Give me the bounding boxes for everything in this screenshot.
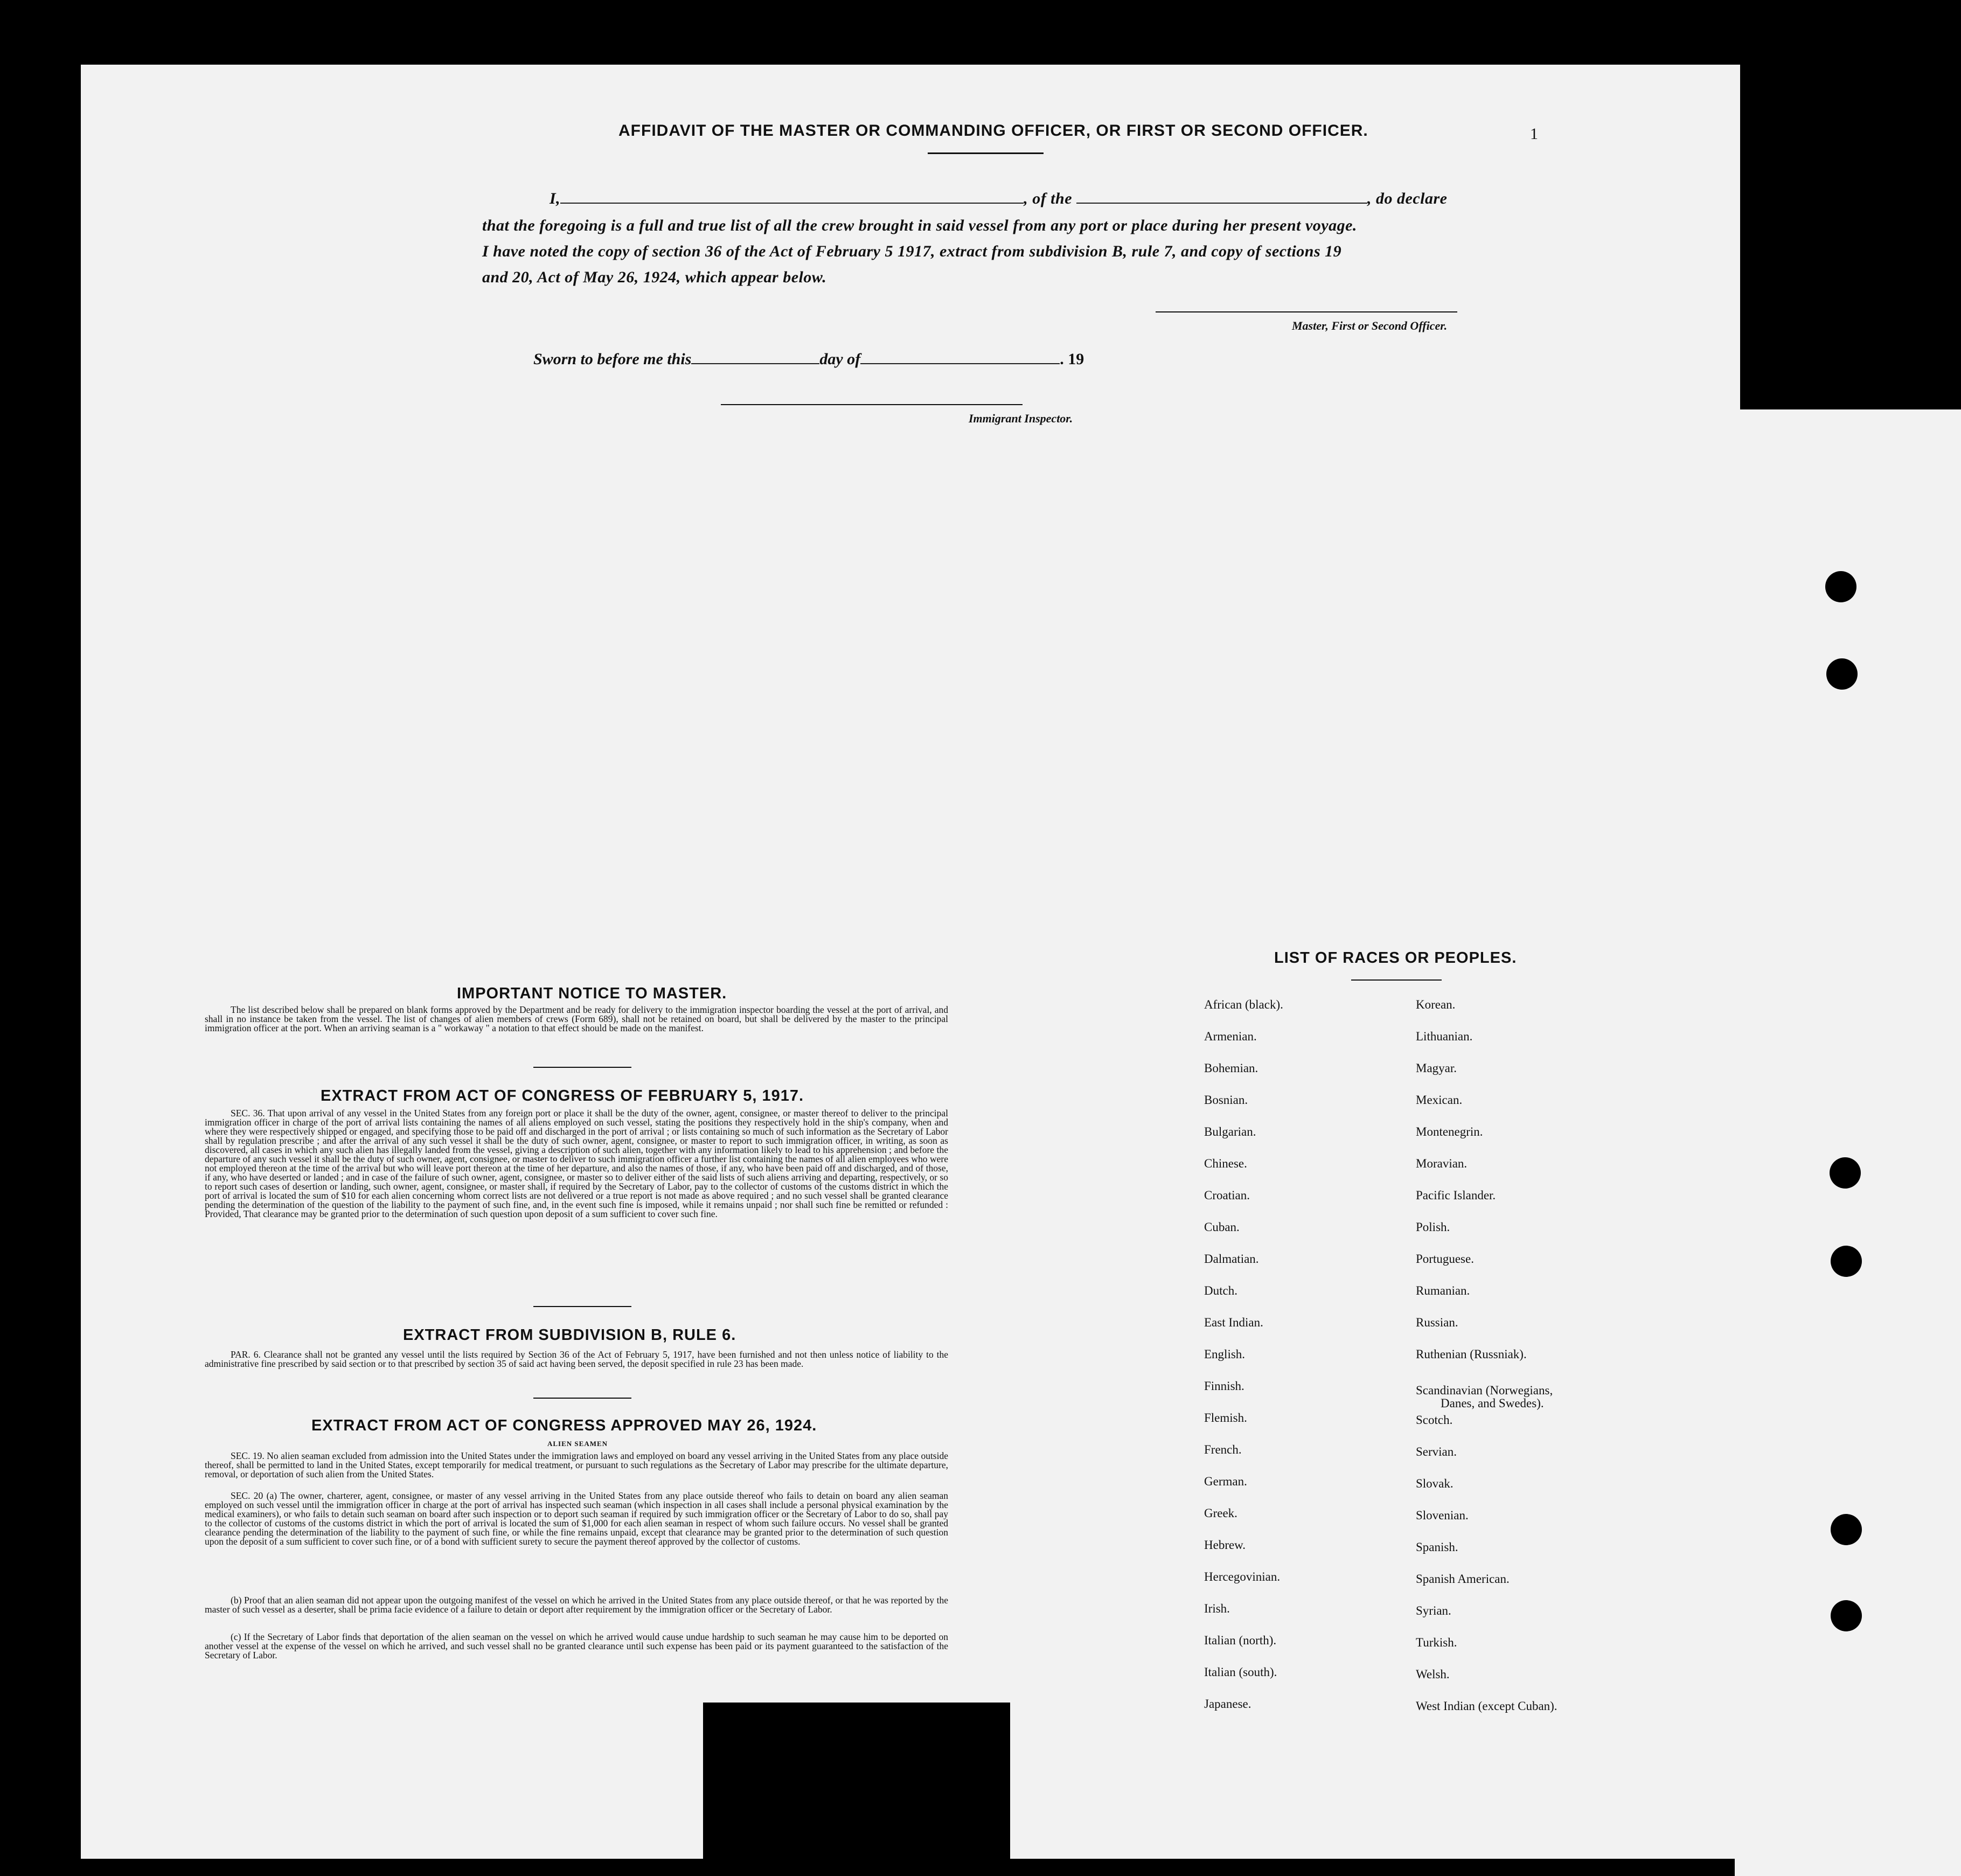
extract-1924-subtitle: ALIEN SEAMEN xyxy=(547,1440,608,1448)
race-item: Italian (north). xyxy=(1204,1634,1277,1647)
day-blank[interactable] xyxy=(691,363,819,364)
race-item: Greek. xyxy=(1204,1506,1237,1520)
inspector-label: Immigrant Inspector. xyxy=(969,412,1073,425)
notice-title: IMPORTANT NOTICE TO MASTER. xyxy=(457,985,727,1002)
notice-body: The list described below shall be prepared on blank forms approved by the Department and be ready for delivery to the immigration inspector boarding the vessel at the port of arrival, and shall in no instance be taken from the vessel. The list of changes of alien members of crews (Form 689), shall not be retained on board, but shall be delivered by the master to the principal immigration officer at the port. When an arriving seaman is a " workaway " a notation to that effect should be made on the manifest. xyxy=(205,1004,948,1033)
punch-hole xyxy=(1831,1514,1862,1545)
section-divider xyxy=(533,1067,631,1068)
inspector-signature-line[interactable] xyxy=(721,404,1023,405)
race-item: Bulgarian. xyxy=(1204,1125,1256,1138)
race-item: Spanish. xyxy=(1416,1540,1458,1554)
affidavit-title: AFFIDAVIT OF THE MASTER OR COMMANDING OFFICER, OR FIRST OR SECOND OFFICER. xyxy=(618,122,1368,140)
rule6-title: EXTRACT FROM SUBDIVISION B, RULE 6. xyxy=(403,1326,736,1344)
race-item: Servian. xyxy=(1416,1445,1457,1458)
race-item: Lithuanian. xyxy=(1416,1030,1473,1043)
affidavit-line-3: I have noted the copy of section 36 of the Act of February 5 1917, extract from subdivision B, rule 7, and copy of sections 19 xyxy=(482,242,1342,260)
race-item: Cuban. xyxy=(1204,1220,1240,1234)
race-item: Bohemian. xyxy=(1204,1061,1258,1075)
race-item: Scandinavian (Norwegians, xyxy=(1416,1384,1553,1397)
affidavit-line-4: and 20, Act of May 26, 1924, which appear below. xyxy=(482,268,827,286)
race-item: African (black). xyxy=(1204,998,1283,1011)
affidavit-of-the: , of the xyxy=(1024,190,1073,207)
race-item: Polish. xyxy=(1416,1220,1450,1234)
race-item: Mexican. xyxy=(1416,1093,1463,1107)
binding-stub xyxy=(703,1703,1010,1876)
rule6-body: PAR. 6. Clearance shall not be granted any vessel until the lists required by Section 36 of the Act of February 5, 1917, have been furnished and not then unless notice of liability to the administrative fine prescribed by said section or to that prescribed by section 35 of said act having been served, the deposit specified in rule 23 has been made. xyxy=(205,1349,948,1369)
race-item: Japanese. xyxy=(1204,1697,1251,1711)
race-item: Moravian. xyxy=(1416,1157,1468,1170)
affidavit-do-declare: , do declare xyxy=(1367,190,1448,207)
master-signature-line[interactable] xyxy=(1156,311,1457,312)
race-item: English. xyxy=(1204,1347,1246,1361)
document-page-edge xyxy=(1735,409,1961,1876)
sec20a-body: SEC. 20 (a) The owner, charterer, agent, consignee, or master of any vessel arriving in the United States from any place outside thereof who fails to detain on board any alien seaman employed on such vessel until the immigration officer in charge at the port of arrival has inspected such seaman (which inspection in all cases shall include a personal physical examination by the medical examiners), or who fails to detain such seaman on board after such inspection or to deport such seaman if required by such immigration officer or the Secretary of Labor to do so, shall pay to the collector of customs of the customs district in which the port of arrival is located the sum of $1,000 for each alien seaman in respect of whom such failure occurs. No vessel shall be granted clearance pending the determination of the liability to the payment of such fine, or while the fine remains unpaid, except that clearance may be granted prior to the determination of such question upon the deposit of a sum sufficient to cover such fine, or of a bond with sufficient surety to secure the payment thereof approved by the collector of customs. xyxy=(205,1490,948,1547)
race-item: Irish. xyxy=(1204,1602,1230,1615)
affidavit-i: I, xyxy=(550,190,561,207)
affidavit-line-1 xyxy=(550,190,1447,208)
race-item: German. xyxy=(1204,1475,1247,1488)
master-label: Master, First or Second Officer. xyxy=(1292,319,1448,332)
race-item: Montenegrin. xyxy=(1416,1125,1483,1138)
race-item: Welsh. xyxy=(1416,1667,1450,1681)
race-item: Turkish. xyxy=(1416,1636,1457,1649)
name-blank[interactable] xyxy=(560,203,1024,204)
page-mark: 1 xyxy=(1530,125,1538,143)
punch-hole xyxy=(1830,1157,1861,1189)
punch-hole xyxy=(1831,1600,1862,1631)
section-divider xyxy=(533,1398,631,1399)
extract-1924-title: EXTRACT FROM ACT OF CONGRESS APPROVED MAY 26, 1924. xyxy=(311,1417,817,1434)
race-item: Korean. xyxy=(1416,998,1456,1011)
race-item: Finnish. xyxy=(1204,1379,1244,1393)
race-item: Italian (south). xyxy=(1204,1665,1277,1679)
race-item: Ruthenian (Russniak). xyxy=(1416,1347,1527,1361)
race-item: Hebrew. xyxy=(1204,1538,1246,1552)
punch-hole xyxy=(1825,571,1856,602)
race-item: Pacific Islander. xyxy=(1416,1189,1496,1202)
sec20c-body: (c) If the Secretary of Labor finds that deportation of the alien seaman on the vessel on which he arrived would cause undue hardship to such seaman he may cause him to be deported on another vessel at the expense of the vessel on which he arrived, and such vessel shall no be granted clearance until such expense has been paid or its payment guaranteed to the satisfaction of the Secretary of Labor. xyxy=(205,1631,948,1660)
vessel-blank[interactable] xyxy=(1076,203,1367,204)
race-item: Dalmatian. xyxy=(1204,1252,1259,1266)
sec20b-body: (b) Proof that an alien seaman did not appear upon the outgoing manifest of the vessel on which he arrived in the United States from any place outside thereof, or that he was reported by the master of such vessel as a deserter, shall be prima facie evidence of a failure to detain or deport after requirement by the immigration officer or the Secretary of Labor. xyxy=(205,1595,948,1615)
extract-1917-body: SEC. 36. That upon arrival of any vessel in the United States from any foreign port or place it shall be the duty of the owner, agent, consignee, or master thereof to deliver to the principal immigration officer in charge of the port of arrival lists containing the names of all aliens employed on such vessel, stating the positions they respectively hold in the ship's company, when and where they were respectively shipped or engaged, and specifying those to be paid off and discharged in the port of arrival ; or lists containing so much of such information as the Secretary of Labor shall by regulation prescribe ; and after the arrival of any such vessel it shall be the duty of such owner, agent, consignee, or master to report to such immigration officer, in writing, as soon as discovered, all cases in which any such alien has illegally landed from the vessel, giving a description of such alien, together with any information likely to lead to his apprehension ; and before the departure of any such vessel it shall be the duty of such owner, agent, consignee, or master to deliver to such immigration officer a further list containing the names of all alien employees who were not employed thereon at the time of the arrival but who will leave port thereon at the time of her departure, and also the names of those, if any, who have been paid off and discharged, and of those, if any, who have deserted or landed ; and in case of the failure of such owner, agent, consignee, or master so to deliver either of the said lists of such aliens arriving and departing, respectively, or so to report such cases of desertion or landing, such owner, agent, consignee, or master shall, if required by the Secretary of Labor, pay to the collector of customs of the customs district in which the port of arrival is located the sum of $10 for each alien concerning whom correct lists are not delivered or a true report is not made as above required ; and no such vessel shall be granted clearance pending the determination of the question of the liability to the payment of such fine, and, in the event such fine is imposed, while it remains unpaid ; nor shall such fine be remitted or refunded : Provided, That clearance may be granted prior to the determination of such question upon deposit of a sum sufficient to cover such fine. xyxy=(205,1108,948,1219)
race-item: Slovenian. xyxy=(1416,1509,1469,1522)
sworn-day-of: day of xyxy=(819,350,861,368)
races-title: LIST OF RACES OR PEOPLES. xyxy=(1274,949,1517,967)
race-item: Rumanian. xyxy=(1416,1284,1470,1297)
race-item: East Indian. xyxy=(1204,1316,1263,1329)
races-underline xyxy=(1351,979,1442,981)
section-divider xyxy=(533,1306,631,1307)
race-item: Hercegovinian. xyxy=(1204,1570,1281,1583)
race-item: Slovak. xyxy=(1416,1477,1454,1490)
race-item: Dutch. xyxy=(1204,1284,1237,1297)
race-item: Portuguese. xyxy=(1416,1252,1474,1266)
title-underline xyxy=(928,152,1044,154)
race-item: Danes, and Swedes). xyxy=(1441,1396,1544,1410)
race-item: French. xyxy=(1204,1443,1242,1456)
race-item: Bosnian. xyxy=(1204,1093,1248,1107)
sworn-line xyxy=(533,350,1084,369)
sworn-year: . 19 xyxy=(1060,350,1084,368)
race-item: Spanish American. xyxy=(1416,1572,1510,1586)
sworn-prefix: Sworn to before me this xyxy=(533,350,692,368)
punch-hole xyxy=(1826,658,1858,690)
extract-1917-title: EXTRACT FROM ACT OF CONGRESS OF FEBRUARY 5, 1917. xyxy=(321,1087,804,1104)
race-item: West Indian (except Cuban). xyxy=(1416,1699,1557,1713)
affidavit-line-2: that the foregoing is a full and true list of all the crew brought in said vessel from any port or place during her present voyage. xyxy=(482,217,1357,234)
punch-hole xyxy=(1831,1246,1862,1277)
race-item: Armenian. xyxy=(1204,1030,1257,1043)
month-blank[interactable] xyxy=(860,363,1060,364)
race-item: Syrian. xyxy=(1416,1604,1451,1617)
race-item: Russian. xyxy=(1416,1316,1458,1329)
race-item: Chinese. xyxy=(1204,1157,1247,1170)
sec19-body: SEC. 19. No alien seaman excluded from admission into the United States under the immigration laws and employed on board any vessel arriving in the United States from any place outside thereof, shall be permitted to land in the United States, except temporarily for medical treatment, or pursuant to such regulations as the Secretary of Labor may prescribe for the ultimate departure, removal, or deportation of such alien from the United States. xyxy=(205,1450,948,1479)
race-item: Scotch. xyxy=(1416,1413,1453,1427)
race-item: Flemish. xyxy=(1204,1411,1247,1425)
race-item: Croatian. xyxy=(1204,1189,1250,1202)
race-item: Magyar. xyxy=(1416,1061,1457,1075)
